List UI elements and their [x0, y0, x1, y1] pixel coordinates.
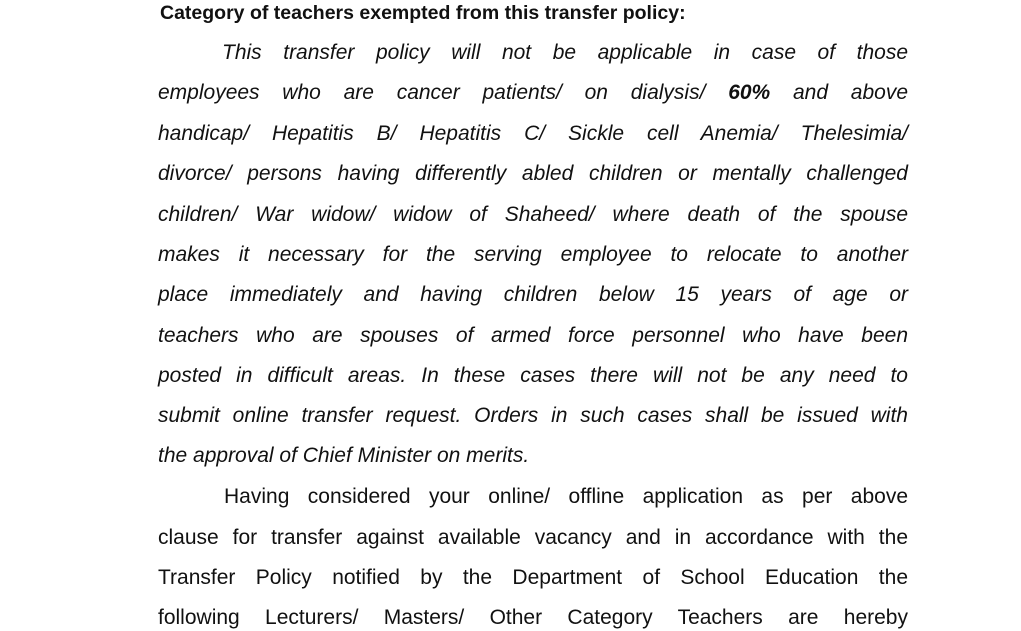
text-line: divorce/ persons having differently abled children or mentally challenged: [158, 162, 908, 185]
text-segment: and above: [793, 81, 909, 104]
text-line: children/ War widow/ widow of Shaheed/ where death of the spouse: [158, 203, 908, 226]
text-line: posted in difficult areas. In these cases there will not be any need to: [158, 364, 908, 387]
section-heading: Category of teachers exempted from this transfer policy:: [160, 2, 686, 24]
text-line: place immediately and having children below 15 years of age or: [158, 283, 908, 306]
text-line: This transfer policy will not be applicable in case of those: [222, 41, 908, 64]
text-line: handicap/ Hepatitis B/ Hepatitis C/ Sickle cell Anemia/ Thelesimia/: [158, 122, 908, 145]
text-line: submit online transfer request. Orders in such cases shall be issued with: [158, 404, 908, 427]
text-line: Having considered your online/ offline application as per above: [224, 485, 908, 508]
text-line: following Lecturers/ Masters/ Other Category Teachers are hereby: [158, 606, 908, 629]
text-line: makes it necessary for the serving employee to relocate to another: [158, 243, 908, 266]
text-line: Transfer Policy notified by the Department of School Education the: [158, 566, 908, 589]
text-line: the approval of Chief Minister on merits.: [158, 444, 530, 467]
text-line: [158, 80, 908, 106]
text-line: clause for transfer against available vacancy and in accordance with the: [158, 526, 908, 549]
text-line: teachers who are spouses of armed force personnel who have been: [158, 324, 908, 347]
bold-percentage: 60%: [728, 81, 771, 104]
text-segment: employees who are cancer patients/ on dialysis/: [158, 81, 706, 104]
